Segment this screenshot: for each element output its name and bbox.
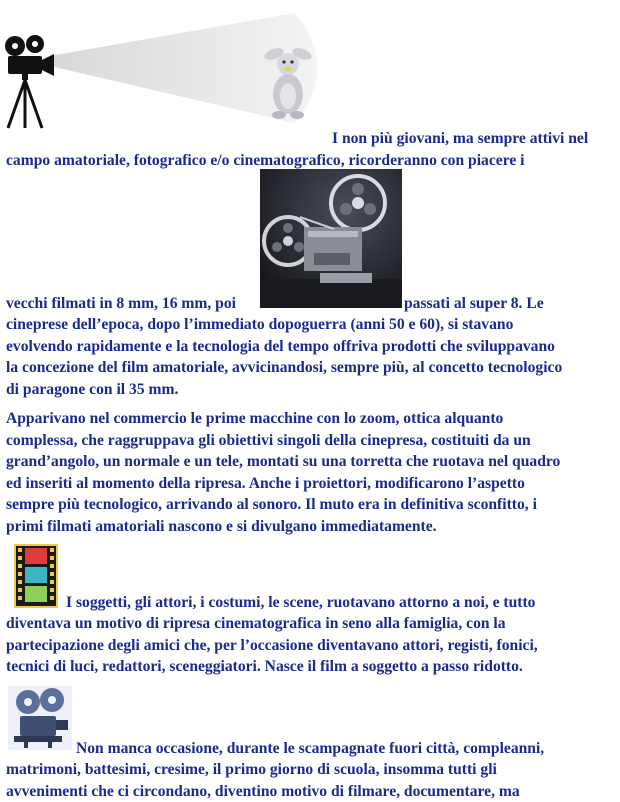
paragraph-intro-top [6,128,612,171]
text-fragment: vecchi filmati in 8 mm, 16 mm, poi [6,295,236,312]
text-line: primi filmati amatoriali nascono e si divulgano immediatamente. [6,516,612,538]
text-line: I non più giovani, ma sempre attivi nel [6,128,612,150]
text-line: I soggetti, gli attori, i costumi, le scene, ruotavano attorno a noi, e tutto [66,594,535,611]
text-line: di paragone con il 35 mm. [6,379,612,401]
paragraph-intro-line-continued [404,293,544,315]
text-line: complessa, che raggruppava gli obiettivi singoli della cinepresa, costituiti da un [6,430,612,452]
text-line: diventava un motivo di ripresa cinematografica in seno alla famiglia, con la [6,613,612,635]
film-strip-icon [14,544,58,608]
text-line: matrimoni, battesimi, cresime, il primo giorno di scuola, insomma tutti gli [6,759,612,781]
text-line: evolvendo rapidamente e la tecnologia del tempo offriva prodotti che sviluppavano [6,336,612,358]
text-fragment: passati al super 8. Le [404,295,544,312]
text-line: ed inseriti al momento della ripresa. Anche i proiettori, modificarono l’aspetto [6,473,612,495]
paragraph-zoom [6,408,612,537]
text-line: Non manca occasione, durante le scampagnate fuori città, compleanni, [76,740,544,757]
text-line: campo amatoriale, fotografico e/o cinematografico, ricorderanno con piacere i [6,150,612,172]
text-line: tecnici di luci, redattori, sceneggiatori. Nasce il film a soggetto a passo ridotto. [6,656,612,678]
film-projector-reels-photo [260,169,402,308]
text-line: partecipazione degli amici che, per l’occasione diventavano attori, registi, fonici, [6,635,612,657]
cartoon-rabbit [260,44,316,120]
paragraph-subjects [6,613,612,678]
text-line: avvenimenti che ci circondano, diventino motivo di filmare, documentare, ma [6,781,612,802]
film-projector-icon [8,686,72,750]
paragraph-occasions [6,759,612,802]
paragraph-intro-line [6,293,236,315]
text-line: sempre più tecnologico, arrivando al sonoro. Il muto era in definitiva sconfitto, i [6,494,612,516]
paragraph-occasions-first-line [76,738,544,760]
text-line: Apparivano nel commercio le prime macchine con lo zoom, ottica alquanto [6,408,612,430]
text-line: la concezione del film amatoriale, avvicinandosi, sempre più, al concetto tecnologico [6,357,612,379]
paragraph-intro-bottom [6,314,612,400]
movie-camera-on-tripod-icon [2,34,60,130]
text-line: grand’angolo, un normale e un tele, montati su una torretta che ruotava nel quadro [6,451,612,473]
paragraph-subjects-first-line [66,592,535,614]
text-line: cineprese dell’epoca, dopo l’immediato dopoguerra (anni 50 e 60), si stavano [6,314,612,336]
